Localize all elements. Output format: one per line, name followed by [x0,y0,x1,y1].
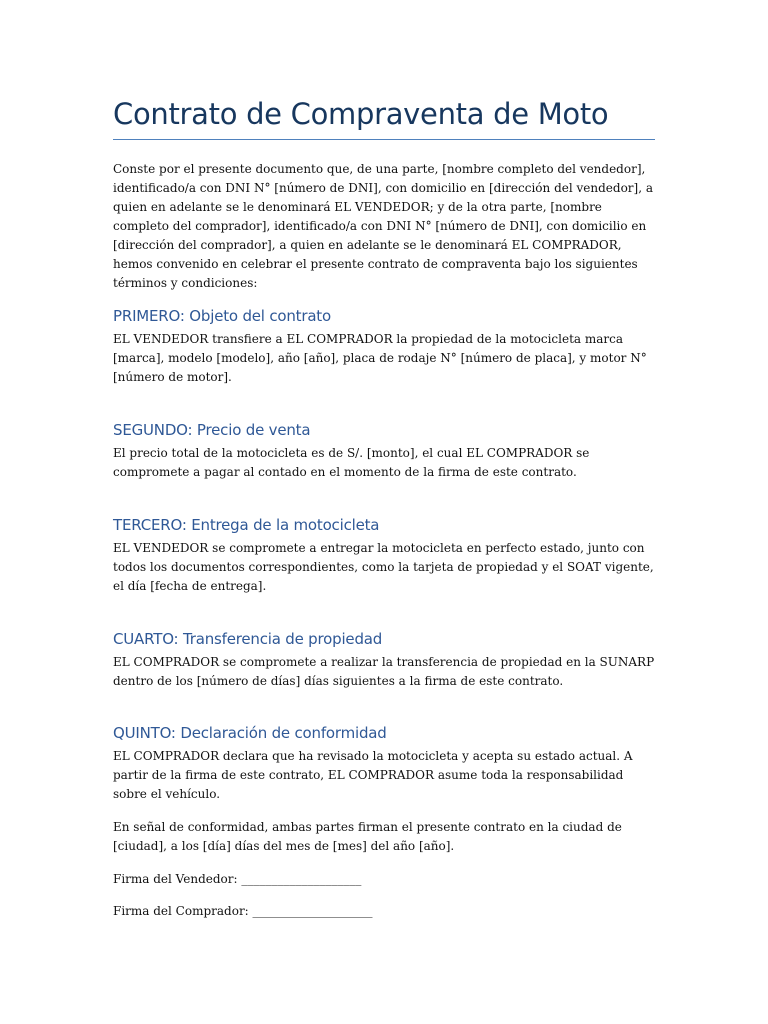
buyer-signature-line: Firma del Comprador: ____________________ [113,904,373,918]
section-heading-primero: PRIMERO: Objeto del contrato [113,307,331,325]
section-heading-segundo: SEGUNDO: Precio de venta [113,421,311,439]
section-heading-cuarto: CUARTO: Transferencia de propiedad [113,630,383,648]
intro-paragraph: Conste por el presente documento que, de una parte, [nombre completo del vendedor], identificado/a con DNI N° [número de DNI], con domicilio en [dirección del vendedor], a quien en adelante se le denominará EL VENDEDOR; y de la otra parte, [nombre completo del comprador], identificado/a con DNI N° [número de DNI], con domicilio en [dirección del comprador], a quien en adelante se le denominará EL COMPRADOR, hemos convenido en celebrar el presente contrato de compraventa bajo los siguientes términos y condiciones: [113,162,653,290]
section-body-quinto: EL COMPRADOR declara que ha revisado la motocicleta y acepta su estado actual. A partir de la firma de este contrato, EL COMPRADOR asume toda la responsabilidad sobre el vehículo. [113,749,633,801]
closing-paragraph: En señal de conformidad, ambas partes firman el presente contrato en la ciudad de [ciudad], a los [día] días del mes de [mes] del año [año]. [113,820,622,853]
seller-signature-line: Firma del Vendedor: ____________________ [113,872,362,886]
section-body-cuarto: EL COMPRADOR se compromete a realizar la transferencia de propiedad en la SUNARP dentro de los [número de días] días siguientes a la firma de este contrato. [113,655,655,688]
document-title: Contrato de Compraventa de Moto [113,97,609,131]
section-body-primero: EL VENDEDOR transfiere a EL COMPRADOR la propiedad de la motocicleta marca [marca], modelo [modelo], año [año], placa de rodaje N° [número de placa], y motor N° [número de motor]. [113,332,647,384]
section-body-segundo: El precio total de la motocicleta es de S/. [monto], el cual EL COMPRADOR se compromete a pagar al contado en el momento de la firma de este contrato. [113,446,590,479]
section-heading-tercero: TERCERO: Entrega de la motocicleta [113,516,380,534]
title-underline-rule [113,139,655,140]
section-heading-quinto: QUINTO: Declaración de conformidad [113,724,387,742]
section-body-tercero: EL VENDEDOR se compromete a entregar la motocicleta en perfecto estado, junto con todos los documentos correspondientes, como la tarjeta de propiedad y el SOAT vigente, el día [fecha de entrega]. [113,541,654,593]
